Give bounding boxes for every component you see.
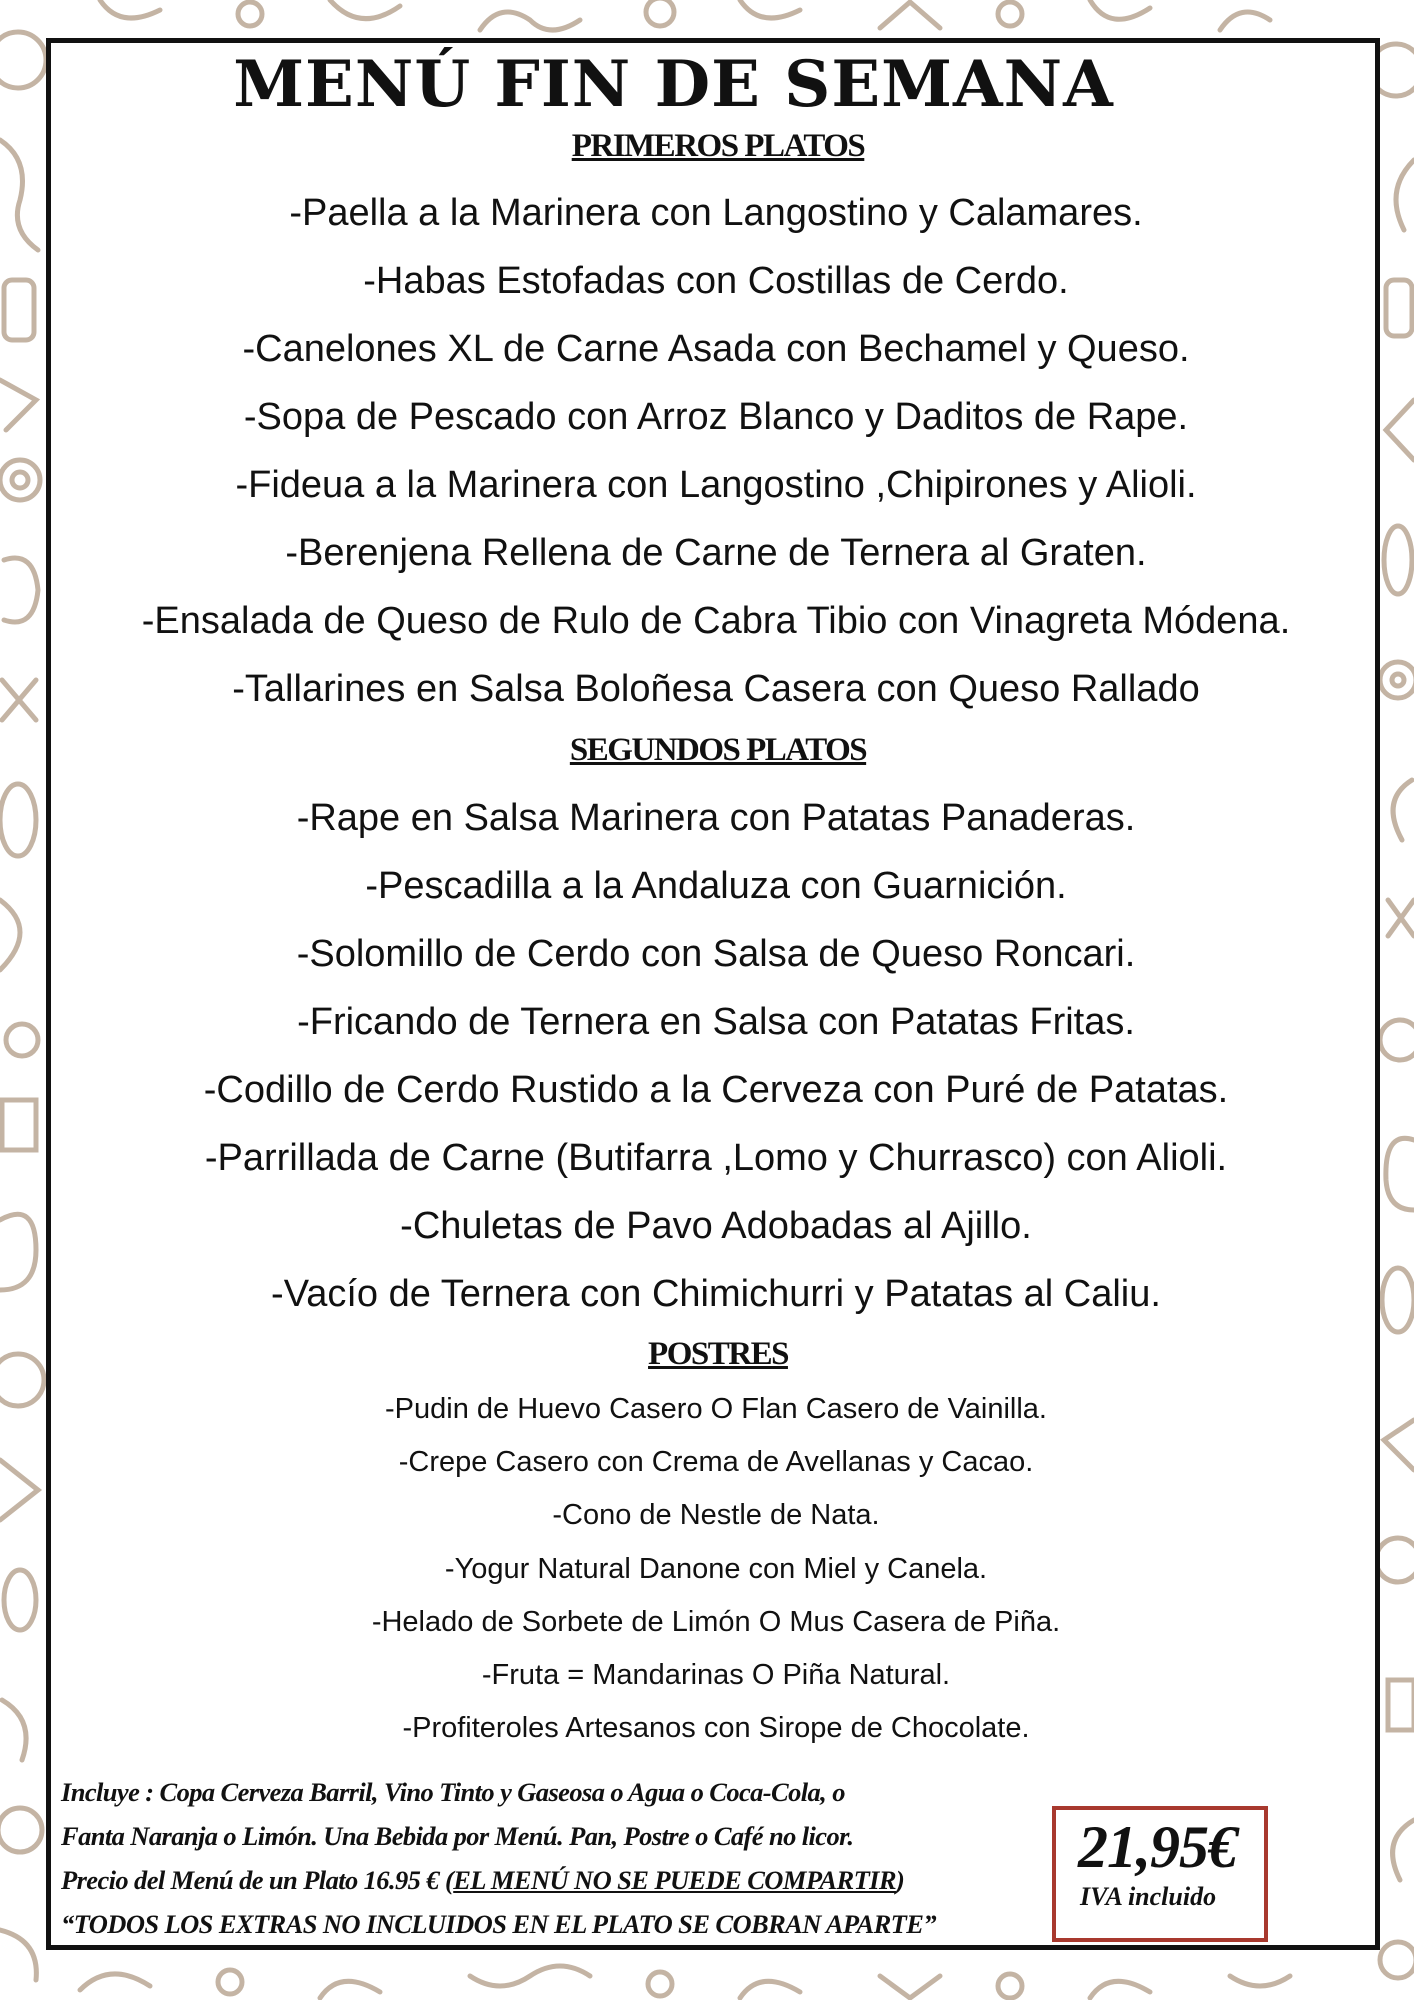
- dish-item: -Ensalada de Queso de Rulo de Cabra Tibio con Vinagreta Módena.: [141, 600, 1291, 642]
- menu-frame: [46, 38, 1380, 1950]
- dish-item: -Solomillo de Cerdo con Salsa de Queso Roncari.: [296, 933, 1136, 975]
- dish-item: -Canelones XL de Carne Asada con Bechamel y Queso.: [242, 328, 1190, 370]
- dish-item: -Rape en Salsa Marinera con Patatas Panaderas.: [296, 797, 1136, 839]
- doodle-left: [0, 32, 46, 1980]
- no-sharing-notice: EL MENÚ NO SE PUEDE COMPARTIR: [453, 1865, 896, 1895]
- dish-item: -Vacío de Ternera con Chimichurri y Patatas al Caliu.: [271, 1273, 1161, 1315]
- postres-heading: POSTRES: [648, 1336, 788, 1372]
- vat-note: IVA incluido: [1080, 1882, 1217, 1911]
- dish-item: -Parrillada de Carne (Butifarra ,Lomo y Churrasco) con Alioli.: [204, 1137, 1228, 1179]
- single-dish-price: Precio del Menú de un Plato 16.95 € (: [61, 1865, 454, 1895]
- includes-note: [61, 1770, 1061, 1946]
- doodle-top: [100, 0, 1270, 30]
- dish-item: -Chuletas de Pavo Adobadas al Ajillo.: [400, 1205, 1032, 1247]
- price-box: [1052, 1806, 1268, 1942]
- dish-item: -Berenjena Rellena de Carne de Ternera al Graten.: [285, 532, 1147, 574]
- includes-line-1: Incluye : Copa Cerveza Barril, Vino Tinto y Gaseosa o Agua o Coca-Cola, o: [61, 1777, 845, 1807]
- dessert-item: -Fruta = Mandarinas O Piña Natural.: [481, 1658, 951, 1691]
- postres-list: [51, 1383, 1381, 1755]
- segundos-heading: SEGUNDOS PLATOS: [569, 732, 867, 768]
- menu-price: 21,95€: [1078, 1814, 1237, 1880]
- dessert-item: -Yogur Natural Danone con Miel y Canela.: [444, 1552, 988, 1585]
- menu-title: MENÚ FIN DE SEMANA: [233, 47, 1114, 122]
- dish-item: -Habas Estofadas con Costillas de Cerdo.: [363, 260, 1069, 302]
- closing-paren: ): [895, 1865, 905, 1895]
- dish-item: -Paella a la Marinera con Langostino y Calamares.: [289, 192, 1143, 234]
- doodle-bottom: [80, 1966, 1290, 1998]
- primeros-heading: PRIMEROS PLATOS: [571, 128, 865, 164]
- dish-item: -Pescadilla a la Andaluza con Guarnición.: [365, 865, 1067, 907]
- dish-item: -Codillo de Cerdo Rustido a la Cerveza con Puré de Patatas.: [203, 1069, 1229, 1111]
- dessert-item: -Pudin de Huevo Casero O Flan Casero de Vainilla.: [385, 1393, 1047, 1425]
- dish-item: -Fricando de Ternera en Salsa con Patatas Fritas.: [297, 1001, 1135, 1043]
- includes-line-2: Fanta Naranja o Limón. Una Bebida por Menú. Pan, Postre o Café no licor.: [61, 1821, 854, 1851]
- dish-item: -Tallarines en Salsa Boloñesa Casera con Queso Rallado: [232, 668, 1200, 710]
- segundos-list: [51, 784, 1381, 1328]
- dish-item: -Fideua a la Marinera con Langostino ,Chipirones y Alioli.: [235, 464, 1197, 506]
- dessert-item: -Helado de Sorbete de Limón O Mus Casera de Piña.: [371, 1605, 1061, 1638]
- dish-item: -Sopa de Pescado con Arroz Blanco y Daditos de Rape.: [243, 396, 1189, 438]
- extras-notice: “TODOS LOS EXTRAS NO INCLUIDOS EN EL PLATO SE COBRAN APARTE”: [61, 1909, 936, 1939]
- dessert-item: -Profiteroles Artesanos con Sirope de Chocolate.: [402, 1712, 1030, 1745]
- primeros-list: [51, 179, 1381, 723]
- includes-line-3: [61, 1858, 1061, 1902]
- dessert-item: -Crepe Casero con Crema de Avellanas y Cacao.: [398, 1446, 1034, 1479]
- dessert-item: -Cono de Nestle de Nata.: [552, 1499, 880, 1532]
